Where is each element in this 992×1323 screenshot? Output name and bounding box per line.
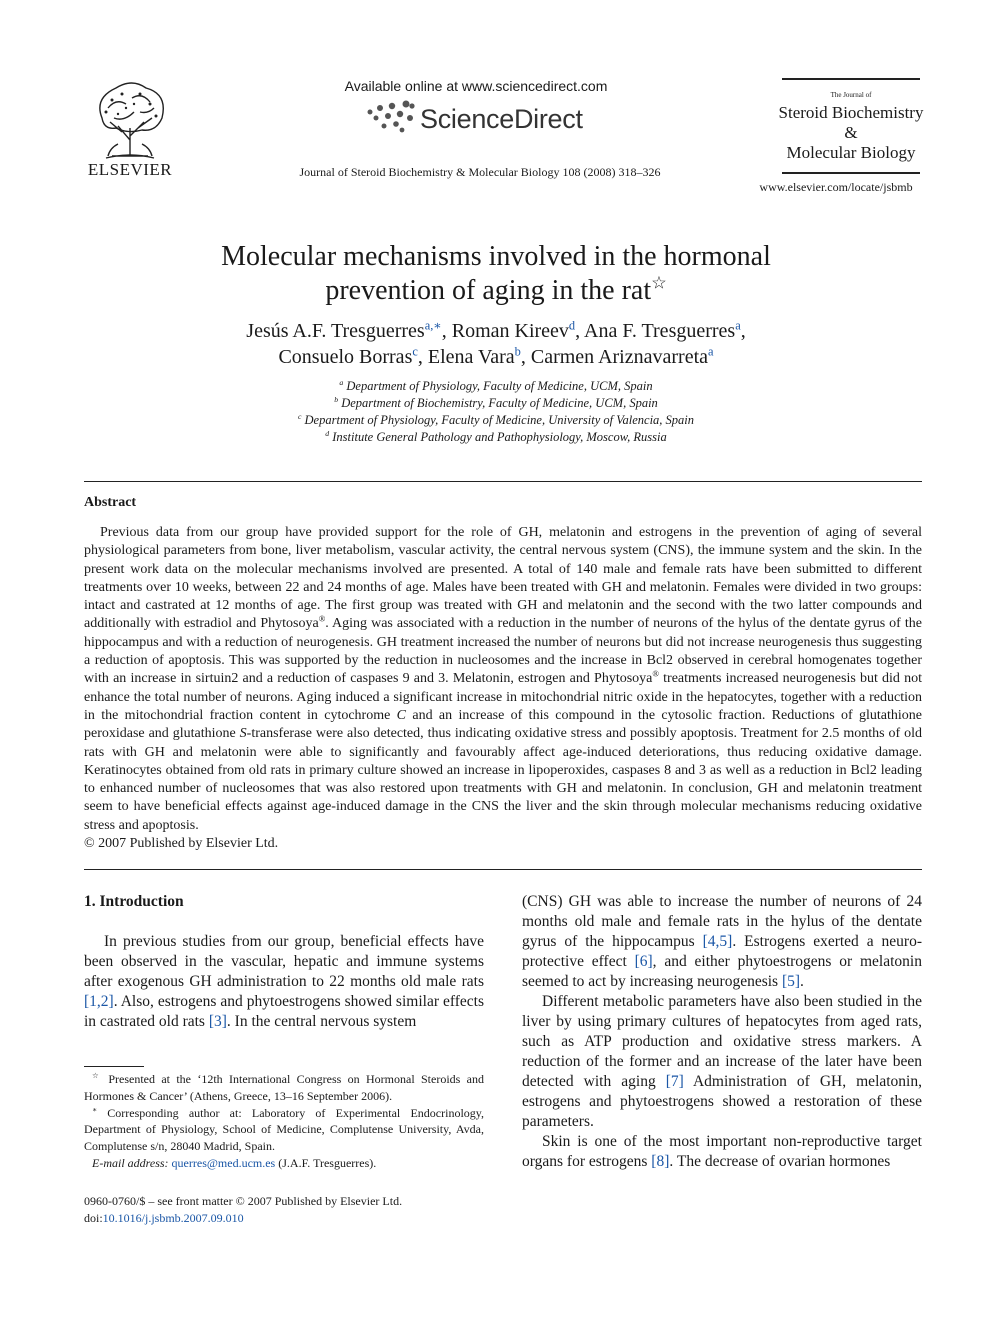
abstract-bottom-rule [84,869,922,870]
citation-link[interactable]: [8] [651,1153,670,1170]
author-separator: , [417,346,428,368]
sciencedirect-wordmark[interactable]: ScienceDirect [420,104,583,134]
citation-link[interactable]: [5] [781,973,801,990]
abstract-top-rule [84,481,922,482]
affiliation-item: $^c$ Department of Physiology, Faculty of Medicine, University of Valencia, Spain [297,411,695,427]
intro-paragraph: Different metabolic parameters have also been studied in the liver by using primary cultures of hepatocytes from aged rats, such as ATP production and oxidative stress markers. A reduction of the former and an increase of the later have been detected with aging [7] Administration of GH, melatonin, estrogens and phytoestrogens showed a restoration of these parameters. [522,993,922,1130]
author-affil-mark[interactable]: a [735,318,741,333]
author-separator: , [575,320,585,342]
affiliation-item: $^b$ Department of Biochemistry, Faculty of Medicine, UCM, Spain [334,394,658,410]
journal-logo-line-3: Molecular Biology [786,143,916,162]
affiliation-item: $^d$ Institute General Pathology and Pathophysiology, Moscow, Russia [325,428,667,444]
author-list [120,318,872,370]
journal-logo-rule-bottom [782,172,920,174]
journal-citation: Journal of Steroid Biochemistry & Molecular Biology 108 (2008) 318–326 [299,165,661,179]
abstract-heading: Abstract [84,495,137,510]
author-name[interactable]: Consuelo Borras [278,346,413,368]
abstract-text: Previous data from our group have provided support for the role of GH, melatonin and estrogens in the prevention of aging of several physiological parameters from bone, liver metabolism, vascular activity, the central nervous system (CNS), the immune system and the skin. In the present work data on the molecular mechanisms involved are presented. A total of 140 male and female rats have been submitted to different treatments over 10 weeks, between 22 and 24 months of age. Males have been treated with GH and melatonin. Females were divided in two groups: intact and castrated at 12 months of age. The first group was treated with GH and melatonin and the second with the two latter compounds and additionally with estradiol and Phytosoya®. Aging was associated with a reduction in the number of neurons of the hylus of the dentate gyrus of the hippocampus and with a reduction of neurogenesis. GH treatment increased the number of neurons but did not increase neurogenesis thus suggesting a reduction of apoptosis. This was supported by the reduction in nucleosomes and the increase in Bcl2 observed in cerebral homogenates together with an increase in sirtuin2 and a reduction of caspases 9 and 3. Melatonin, estrogen and Phytosoya® treatments increased neurogenesis but did not enhance the total number of neurons. Aging induced a significant increase in mitochondrial nitric oxide in the hepatocytes, together with a reduction in the mitochondrial fraction content in cytochrome C and an increase of this compound in the cytosolic fraction. Reductions of glutathione peroxidase and glutathione S-transferase were also detected, thus indicating oxidative stress and possibly apoptosis. Treatment for 2.5 months of old rats with GH and melatonin were able to significantly and favourably affect age-induced deteriorations, thus reducing oxidative damage. Keratinocytes obtained from old rats in primary culture showed an increase in lipoperoxides, caspases 8 and 3 as well as a reduction in Bcl2 leading to enhanced number of nucleosomes that was also restored upon treatments with GH and melatonin. In conclusion, GH and melatonin treatment seem to have beneficial effects against age-induced damage in the CNS the liver and the skin through molecular mechanisms reducing oxidative stress and apoptosis. © 2007 Published by Elsevier Ltd. [84,524,922,853]
affiliation-list [120,378,872,446]
intro-paragraph: Skin is one of the most important non-reproductive target organs for estrogens [8]. The decrease of ovarian hormones [522,1133,922,1170]
section-heading-introduction: 1. Introduction [84,893,184,910]
footnote-email: E-mail address: querres@med.ucm.es (J.A.F. Tresguerres). [92,1155,377,1170]
journal-logo-subtitle: The Journal of [830,91,872,99]
title-footnote-mark[interactable]: ☆ [651,273,667,293]
doi-link[interactable]: 10.1016/j.jsbmb.2007.09.010 [102,1211,244,1225]
citation-link[interactable]: [7] [665,1073,684,1090]
author-name[interactable]: Roman Kireev [451,320,569,342]
citation-link[interactable]: [1,2] [84,993,114,1010]
intro-paragraph-continued: (CNS) GH was able to increase the number of neurons of 24 months old male and female rats in the hylus of the dentate gyrus of the hippocampus [4,5]. Estrogens exerted a neuro-protective effect [6], and either phytoestrogens or melatonin seemed to act by increasing neurogenesis [5]. [522,893,922,990]
elsevier-wordmark: ELSEVIER [87,160,173,179]
citation-link[interactable]: [3] [208,1013,227,1030]
issn-line: 0960-0760/$ – see front matter © 2007 Published by Elsevier Ltd. [84,1194,403,1208]
author-name[interactable]: Carmen Ariznavarreta [530,346,709,368]
title-line-1: Molecular mechanisms involved in the hormonal [221,241,771,272]
author-affil-mark[interactable]: d [568,318,576,333]
author-separator: , [441,320,452,342]
article-title [120,240,872,308]
registered-mark: ® [318,613,326,624]
intro-paragraph: In previous studies from our group, beneficial effects have been observed in the vascular, hepatic and immune systems after exogenous GH administration to 22 months old male rats [1,2]. Also, estrogens and phytoestrogens showed similar effects in castrated old rats [3]. In the central nervous system [84,933,484,1030]
footnote-presented: ☆ Presented at the ‘12th International Congress on Hormonal Steroids and Hormones & Cancer’ (Athens, Greece, 13–16 September 2006). [84,1071,485,1103]
author-separator: , [740,320,746,342]
body-column-left [84,892,484,1032]
title-line-2: prevention of aging in the rat [325,275,652,306]
citation-link[interactable]: [6] [634,953,653,970]
citation-link[interactable]: [4,5] [702,933,733,950]
footnotes [84,1071,484,1172]
abstract-copyright: © 2007 Published by Elsevier Ltd. [84,836,279,852]
journal-url-link[interactable]: www.elsevier.com/locate/jsbmb [759,180,913,194]
registered-mark: ® [652,668,659,679]
author-affil-mark[interactable]: c [412,344,418,359]
journal-logo-rule-top [782,78,920,80]
author-name[interactable]: Ana F. Tresguerres [584,320,736,342]
body-column-right [522,892,922,1172]
author-name[interactable]: Jesús A.F. Tresguerres [246,320,425,342]
journal-logo-line-1: Steroid Biochemistry [778,103,924,122]
author-affil-mark[interactable]: b [514,344,521,359]
front-matter [84,1193,484,1227]
footnote-corresponding: ∗ Corresponding author at: Laboratory of Experimental Endocrinology, Department of Physiology, School of Medicine, Complutense University, Avda, Complutense s/n, 28040 Madrid, Spain. [84,1104,485,1154]
journal-logo-title [770,103,932,163]
author-affil-mark[interactable]: a [708,344,714,359]
available-online-text[interactable]: Available online at www.sciencedirect.com [344,78,608,94]
affiliation-item: $^a$ Department of Physiology, Faculty of Medicine, UCM, Spain [339,377,653,393]
email-link[interactable]: querres@med.ucm.es [171,1155,276,1170]
author-affil-mark[interactable]: a,∗ [424,318,442,333]
doi-label: doi: [84,1211,103,1225]
author-name[interactable]: Elena Vara [427,346,515,368]
footnote-rule [84,1066,144,1067]
author-separator: , [520,346,531,368]
journal-logo-line-2: & [844,123,858,142]
